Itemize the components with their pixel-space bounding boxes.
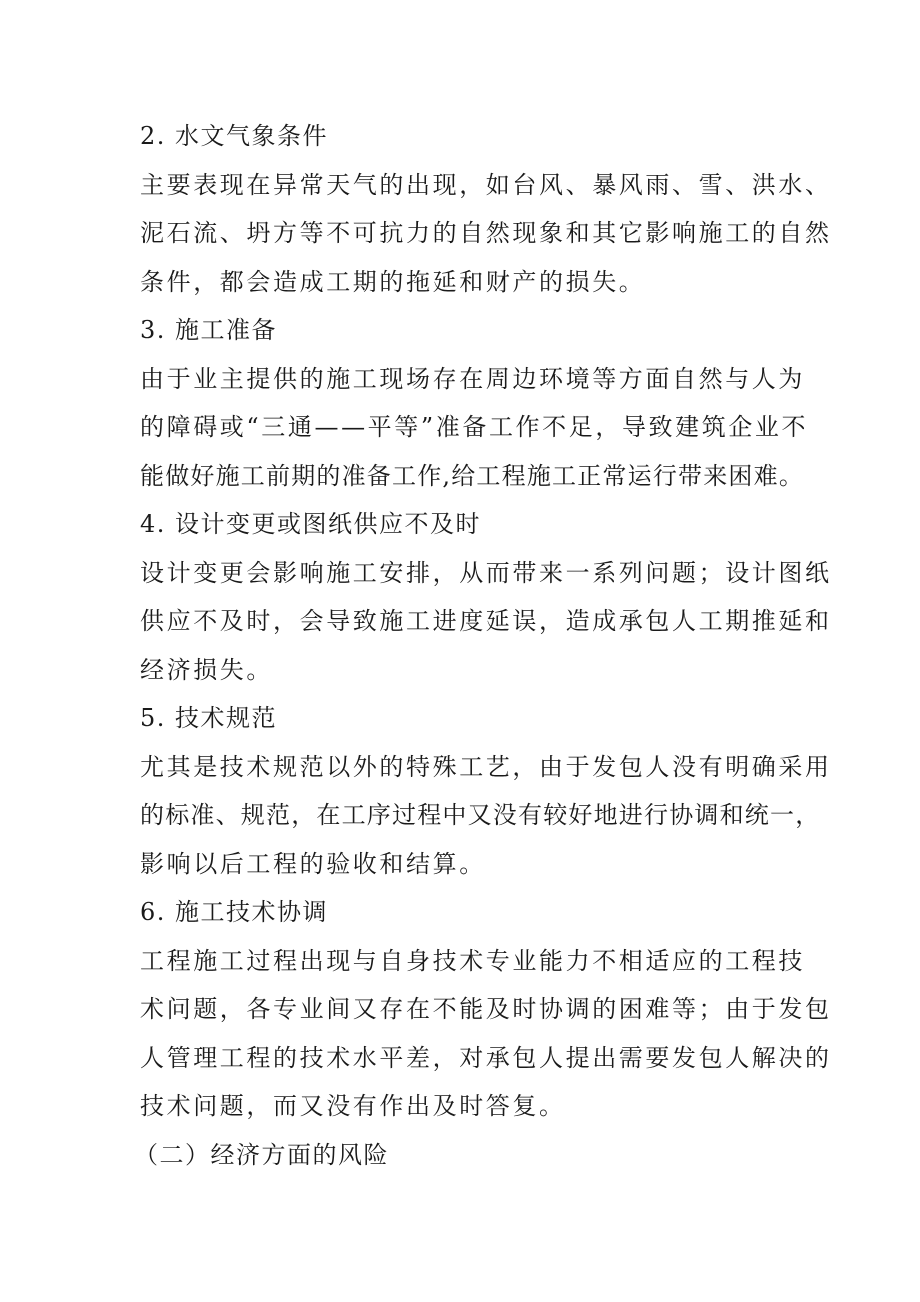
paragraph-line: 人管理工程的技术水平差，对承包人提出需要发包人解决的: [140, 1043, 832, 1072]
paragraph-line: 设计变更会影响施工安排，从而带来一系列问题；设计图纸: [140, 558, 832, 587]
paragraph-line: 的障碍或“三通——平等”准备工作不足，导致建筑企业不: [140, 413, 809, 441]
section-heading-technical-specs: 5. 技术规范: [140, 704, 278, 732]
paragraph-line: 术问题，各专业间又存在不能及时协调的困难等；由于发包: [140, 995, 832, 1023]
paragraph-line: 的标准、规范，在工序过程中又没有较好地进行协调和统一，: [140, 801, 821, 829]
paragraph-line: 影响以后工程的验收和结算。: [140, 849, 486, 878]
section-heading-hydrology: 2. 水文气象条件: [140, 122, 329, 150]
paragraph-line: 泥石流、坍方等不可抗力的自然现象和其它影响施工的自然: [140, 219, 832, 247]
paragraph-line: 经济损失。: [140, 655, 273, 684]
paragraph-line: 尤其是技术规范以外的特殊工艺，由于发包人没有明确采用: [140, 752, 832, 781]
paragraph-line: 能做好施工前期的准备工作,给工程施工正常运行带来困难。: [140, 461, 805, 490]
paragraph-line: 技术问题，而又没有作出及时答复。: [140, 1092, 566, 1120]
paragraph-line: 由于业主提供的施工现场存在周边环境等方面自然与人为: [140, 364, 805, 393]
section-heading-construction-preparation: 3. 施工准备: [140, 316, 278, 344]
paragraph-line: 工程施工过程出现与自身技术专业能力不相适应的工程技: [140, 946, 805, 975]
paragraph-line: 主要表现在异常天气的出现，如台风、暴风雨、雪、洪水、: [140, 170, 832, 199]
section-heading-technical-coordination: 6. 施工技术协调: [140, 898, 329, 926]
paragraph-line: 供应不及时，会导致施工进度延误，造成承包人工期推延和: [140, 607, 832, 635]
document-page: [134, 112, 832, 1179]
paragraph-line: 条件，都会造成工期的拖延和财产的损失。: [140, 267, 646, 296]
section-heading-design-changes: 4. 设计变更或图纸供应不及时: [140, 510, 482, 538]
section-heading-economic-risks: （二）经济方面的风险: [134, 1140, 389, 1169]
